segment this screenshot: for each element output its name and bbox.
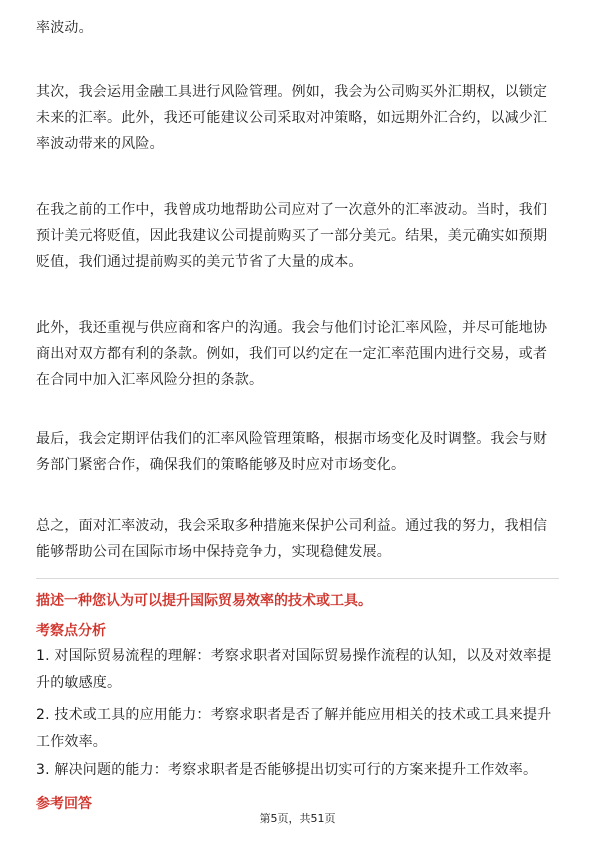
page-number: 第5页，共51页 [259, 812, 336, 825]
paragraph-evaluation: 最后，我会定期评估我们的汇率风险管理策略，根据市场变化及时调整。我会与财务部门紧密合作，确保我们的策略能够及时应对市场变化。 [36, 431, 548, 473]
analysis-item-1: 1. 对国际贸易流程的理解：考察求职者对国际贸易操作流程的认知，以及对效率提升的敏感度。 [36, 648, 552, 691]
analysis-item-2: 2. 技术或工具的应用能力：考察求职者是否了解并能应用相关的技术或工具来提升工作效率。 [36, 707, 552, 750]
reference-answer-heading: 参考回答 [36, 796, 92, 812]
paragraph-continuation: 率波动。 [36, 20, 93, 36]
document-page [36, 0, 559, 842]
section-divider [36, 578, 559, 579]
paragraph-communication: 此外，我还重视与供应商和客户的沟通。我会与他们讨论汇率风险，并尽可能地协商出对双方都有利的条款。例如，我们可以约定在一定汇率范围内进行交易，或者在合同中加入汇率风险分担的条款。 [36, 320, 548, 388]
paragraph-summary: 总之，面对汇率波动，我会采取多种措施来保护公司利益。通过我的努力，我相信能够帮助公司在国际市场中保持竞争力，实现稳健发展。 [36, 518, 548, 560]
paragraph-financial-tools: 其次，我会运用金融工具进行风险管理。例如，我会为公司购买外汇期权，以锁定未来的汇率。此外，我还可能建议公司采取对冲策略，如远期外汇合约，以减少汇率波动带来的风险。 [36, 84, 548, 152]
analysis-heading: 考察点分析 [36, 623, 106, 639]
question-title: 描述一种您认为可以提升国际贸易效率的技术或工具。 [36, 593, 372, 609]
analysis-item-3: 3. 解决问题的能力：考察求职者是否能够提出切实可行的方案来提升工作效率。 [36, 762, 538, 778]
paragraph-past-experience: 在我之前的工作中，我曾成功地帮助公司应对了一次意外的汇率波动。当时，我们预计美元将贬值，因此我建议公司提前购买了一部分美元。结果，美元确实如预期贬值，我们通过提前购买的美元节省了大量的成本。 [36, 202, 548, 270]
